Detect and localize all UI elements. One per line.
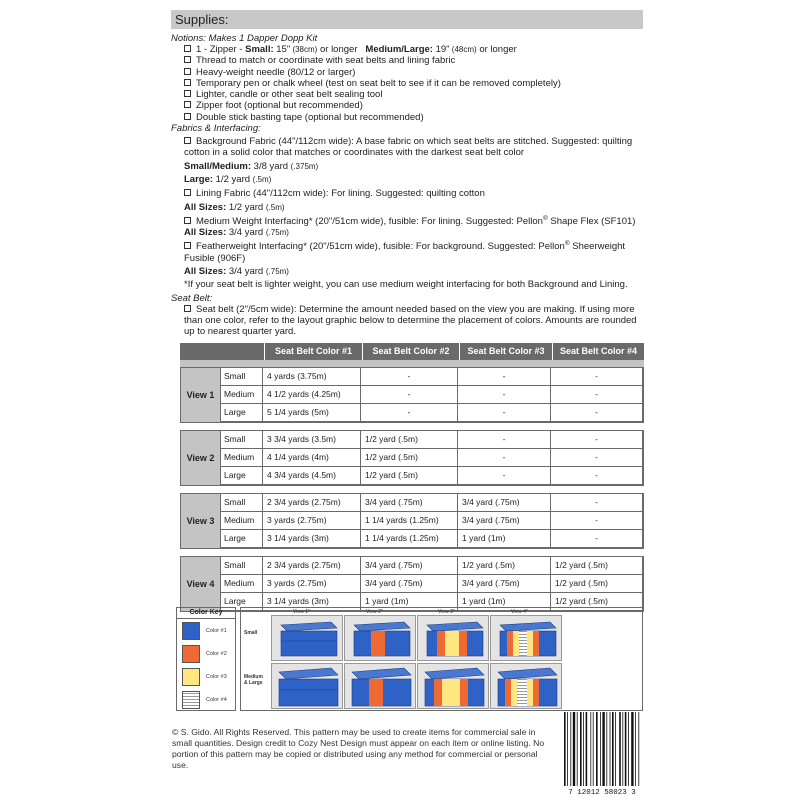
- featherweight-all-sizes: All Sizes: 3/4 yard (.75m): [184, 266, 289, 278]
- barcode-digits: 7 12012 58023 3: [568, 789, 636, 796]
- color-swatch: [182, 668, 200, 686]
- kit-view4-large: [498, 668, 557, 706]
- table-cell: 1 yard (1m): [458, 593, 551, 611]
- table-cell: -: [551, 404, 643, 422]
- view-header: View 1*: [293, 609, 310, 615]
- table-cell: -: [551, 494, 643, 512]
- table-cell: -: [551, 512, 643, 530]
- view-label: View 3: [181, 494, 220, 548]
- table-cell: -: [551, 368, 643, 386]
- size-cell: Small: [220, 557, 263, 575]
- table-cell: 4 yards (3.75m): [263, 368, 361, 386]
- interfacing-note: *If your seat belt is lighter weight, you can use medium weight interfacing for both Background and Lining.: [184, 279, 628, 291]
- table-cell: 2 3/4 yards (2.75m): [263, 494, 361, 512]
- size-cell: Large: [220, 593, 263, 611]
- checkbox-icon: [184, 68, 191, 75]
- row-label: Small: [244, 630, 258, 636]
- table-cell: 3/4 yard (.75m): [361, 494, 458, 512]
- dopp-kit-illustrations: [241, 608, 642, 710]
- view-group: [180, 556, 644, 612]
- notion-item: Double stick basting tape (optional but recommended): [171, 112, 643, 123]
- notions-heading: Notions: Makes 1 Dapper Dopp Kit: [171, 33, 318, 44]
- size-cell: Medium: [220, 512, 263, 530]
- checkbox-icon: [184, 217, 191, 224]
- table-cell: 4 3/4 yards (4.5m): [263, 467, 361, 485]
- color-key: [176, 607, 236, 711]
- table-cell: -: [458, 404, 551, 422]
- table-cell: 3/4 yard (.75m): [458, 494, 551, 512]
- table-cell: 3/4 yard (.75m): [361, 575, 458, 593]
- table-row: [220, 530, 643, 548]
- view-group: [180, 430, 644, 486]
- table-row: [220, 467, 643, 485]
- table-cell: -: [361, 386, 458, 404]
- table-cell: 1/2 yard (.5m): [551, 557, 643, 575]
- table-cell: 1/2 yard (.5m): [361, 449, 458, 467]
- barcode-graphic: [562, 711, 642, 796]
- color-key-item: Color #2: [177, 642, 235, 665]
- featherweight-interfacing-item: Featherweight Interfacing* (20"/51cm wide), fusible: For background. Suggested: Pellon® Sheerweight Fusible (906F): [184, 240, 626, 264]
- table-cell: 3 3/4 yards (3.5m): [263, 431, 361, 449]
- size-cell: Small: [220, 368, 263, 386]
- view-label: View 4: [181, 557, 220, 611]
- table-cell: -: [361, 368, 458, 386]
- checkbox-icon: [184, 137, 191, 144]
- seatbelt-item: Seat belt (2"/5cm wide): Determine the amount needed based on the view you are making. If using more than one color, refer to the layout graphic below to determine the placement of colors. Amounts are rounded up to nearest quarter yard.: [184, 303, 637, 338]
- lining-all-sizes: All Sizes: 1/2 yard (.5m): [184, 201, 285, 213]
- kit-view2-large: [352, 668, 411, 706]
- checkbox-icon: [184, 56, 191, 63]
- seatbelt-heading: Seat Belt:: [171, 292, 213, 304]
- row-label: Medium & Large: [244, 674, 263, 686]
- size-cell: Small: [220, 494, 263, 512]
- layout-graphic: [240, 607, 643, 711]
- background-small-medium: Small/Medium: 3/8 yard (.375m): [184, 160, 319, 172]
- kit-view2-small: [354, 622, 410, 656]
- table-row: [220, 557, 643, 575]
- table-cell: 4 1/2 yards (4.25m): [263, 386, 361, 404]
- column-header: Seat Belt Color #3: [459, 343, 552, 360]
- view-header: View 3*: [438, 609, 455, 615]
- table-cell: 1 yard (1m): [361, 593, 458, 611]
- medium-interfacing-all-sizes: All Sizes: 3/4 yard (.75m): [184, 227, 289, 239]
- table-cell: -: [551, 386, 643, 404]
- table-cell: 1/2 yard (.5m): [551, 593, 643, 611]
- notion-item: Zipper foot (optional but recommended): [171, 100, 643, 111]
- notion-item: Lighter, candle or other seat belt sealing tool: [171, 89, 643, 100]
- table-cell: -: [458, 368, 551, 386]
- checkbox-icon: [184, 242, 191, 249]
- view-group: [180, 493, 644, 549]
- table-cell: 1 1/4 yards (1.25m): [361, 512, 458, 530]
- table-row: [220, 494, 643, 512]
- table-cell: 3/4 yard (.75m): [361, 557, 458, 575]
- table-header-row: [180, 343, 644, 360]
- table-cell: 1/2 yard (.5m): [361, 431, 458, 449]
- table-cell: 1/2 yard (.5m): [458, 557, 551, 575]
- barcode-image: [562, 711, 642, 796]
- table-cell: 3 1/4 yards (3m): [263, 530, 361, 548]
- checkbox-icon: [184, 305, 191, 312]
- table-cell: -: [458, 431, 551, 449]
- table-row: [220, 386, 643, 404]
- table-cell: -: [551, 449, 643, 467]
- copyright-notice: © S. Gido. All Rights Reserved. This pattern may be used to create items for commercial sale in small quantities. Design credit to Cozy Nest Design must appear on each item or online listing. No portion of this pattern may be copied or distributed using any method for commercial or personal use.: [172, 727, 545, 770]
- table-cell: 3 1/4 yards (3m): [263, 593, 361, 611]
- color-key-title: Color Key: [177, 608, 235, 619]
- table-cell: 1/2 yard (.5m): [361, 467, 458, 485]
- size-cell: Large: [220, 467, 263, 485]
- table-row: [220, 404, 643, 422]
- size-cell: Medium: [220, 575, 263, 593]
- table-cell: 3 yards (2.75m): [263, 512, 361, 530]
- size-cell: Large: [220, 404, 263, 422]
- supplies-page: [171, 10, 643, 338]
- supplies-header: Supplies:: [171, 10, 643, 29]
- table-cell: 5 1/4 yards (5m): [263, 404, 361, 422]
- table-cell: 1 yard (1m): [458, 530, 551, 548]
- kit-view3-large: [425, 668, 484, 706]
- checkbox-icon: [184, 113, 191, 120]
- medium-interfacing-item: Medium Weight Interfacing* (20"/51cm wide), fusible: For lining. Suggested: Pellon® Shape Flex (SF101): [171, 216, 643, 227]
- column-header: Seat Belt Color #1: [264, 343, 362, 360]
- table-cell: -: [361, 404, 458, 422]
- checkbox-icon: [184, 101, 191, 108]
- color-swatch: [182, 622, 200, 640]
- table-cell: -: [458, 467, 551, 485]
- kit-view4-small: [500, 622, 556, 656]
- notion-item: Heavy-weight needle (80/12 or larger): [171, 67, 643, 78]
- checkbox-icon: [184, 90, 191, 97]
- table-cell: 4 1/4 yards (4m): [263, 449, 361, 467]
- size-cell: Medium: [220, 386, 263, 404]
- table-cell: 3/4 yard (.75m): [458, 512, 551, 530]
- table-row: [220, 449, 643, 467]
- table-row: [220, 368, 643, 386]
- table-cell: -: [458, 449, 551, 467]
- column-header: Seat Belt Color #4: [552, 343, 644, 360]
- column-header: Seat Belt Color #2: [362, 343, 459, 360]
- lining-fabric-item: Lining Fabric (44"/112cm wide): For lining. Suggested: quilting cotton: [171, 188, 643, 199]
- kit-view3-small: [427, 622, 483, 656]
- table-cell: 1/2 yard (.5m): [551, 575, 643, 593]
- fabrics-heading: Fabrics & Interfacing:: [171, 123, 261, 135]
- color-swatch: [182, 691, 200, 709]
- kit-view1-small: [281, 622, 337, 656]
- size-cell: Small: [220, 431, 263, 449]
- color-key-item: Color #4: [177, 688, 235, 711]
- notion-item: Temporary pen or chalk wheel (test on seat belt to see if it can be removed completely): [171, 78, 643, 89]
- view-label: View 1: [181, 368, 220, 422]
- checkbox-icon: [184, 189, 191, 196]
- view-header: View 2*: [366, 609, 383, 615]
- zipper-item: 1 - Zipper - Small: 15" (38cm) or longer Medium/Large: 19" (48cm) or longer: [171, 44, 643, 55]
- table-row: [220, 575, 643, 593]
- table-row: [220, 512, 643, 530]
- color-swatch: [182, 645, 200, 663]
- checkbox-icon: [184, 45, 191, 52]
- table-row: [220, 431, 643, 449]
- table-cell: -: [458, 386, 551, 404]
- view-group: [180, 367, 644, 423]
- background-large: Large: 1/2 yard (.5m): [184, 173, 272, 185]
- table-cell: 1 1/4 yards (1.25m): [361, 530, 458, 548]
- view-label: View 2: [181, 431, 220, 485]
- seat-belt-table: [180, 343, 644, 612]
- table-cell: -: [551, 467, 643, 485]
- background-fabric-item: Background Fabric (44"/112cm wide): A base fabric on which seat belts are stitched. Suggested: quilting cotton in a solid color that matches or coordinates with the darkest seat belt color: [184, 136, 633, 159]
- table-cell: -: [551, 431, 643, 449]
- notion-item: Thread to match or coordinate with seat belts and lining fabric: [171, 55, 643, 66]
- size-cell: Large: [220, 530, 263, 548]
- size-cell: Medium: [220, 449, 263, 467]
- view-header: View 4*: [511, 609, 528, 615]
- table-cell: 2 3/4 yards (2.75m): [263, 557, 361, 575]
- table-cell: -: [551, 530, 643, 548]
- table-cell: 3/4 yard (.75m): [458, 575, 551, 593]
- color-key-item: Color #3: [177, 665, 235, 688]
- color-key-item: Color #1: [177, 619, 235, 642]
- kit-view1-large: [279, 668, 338, 706]
- checkbox-icon: [184, 79, 191, 86]
- table-cell: 3 yards (2.75m): [263, 575, 361, 593]
